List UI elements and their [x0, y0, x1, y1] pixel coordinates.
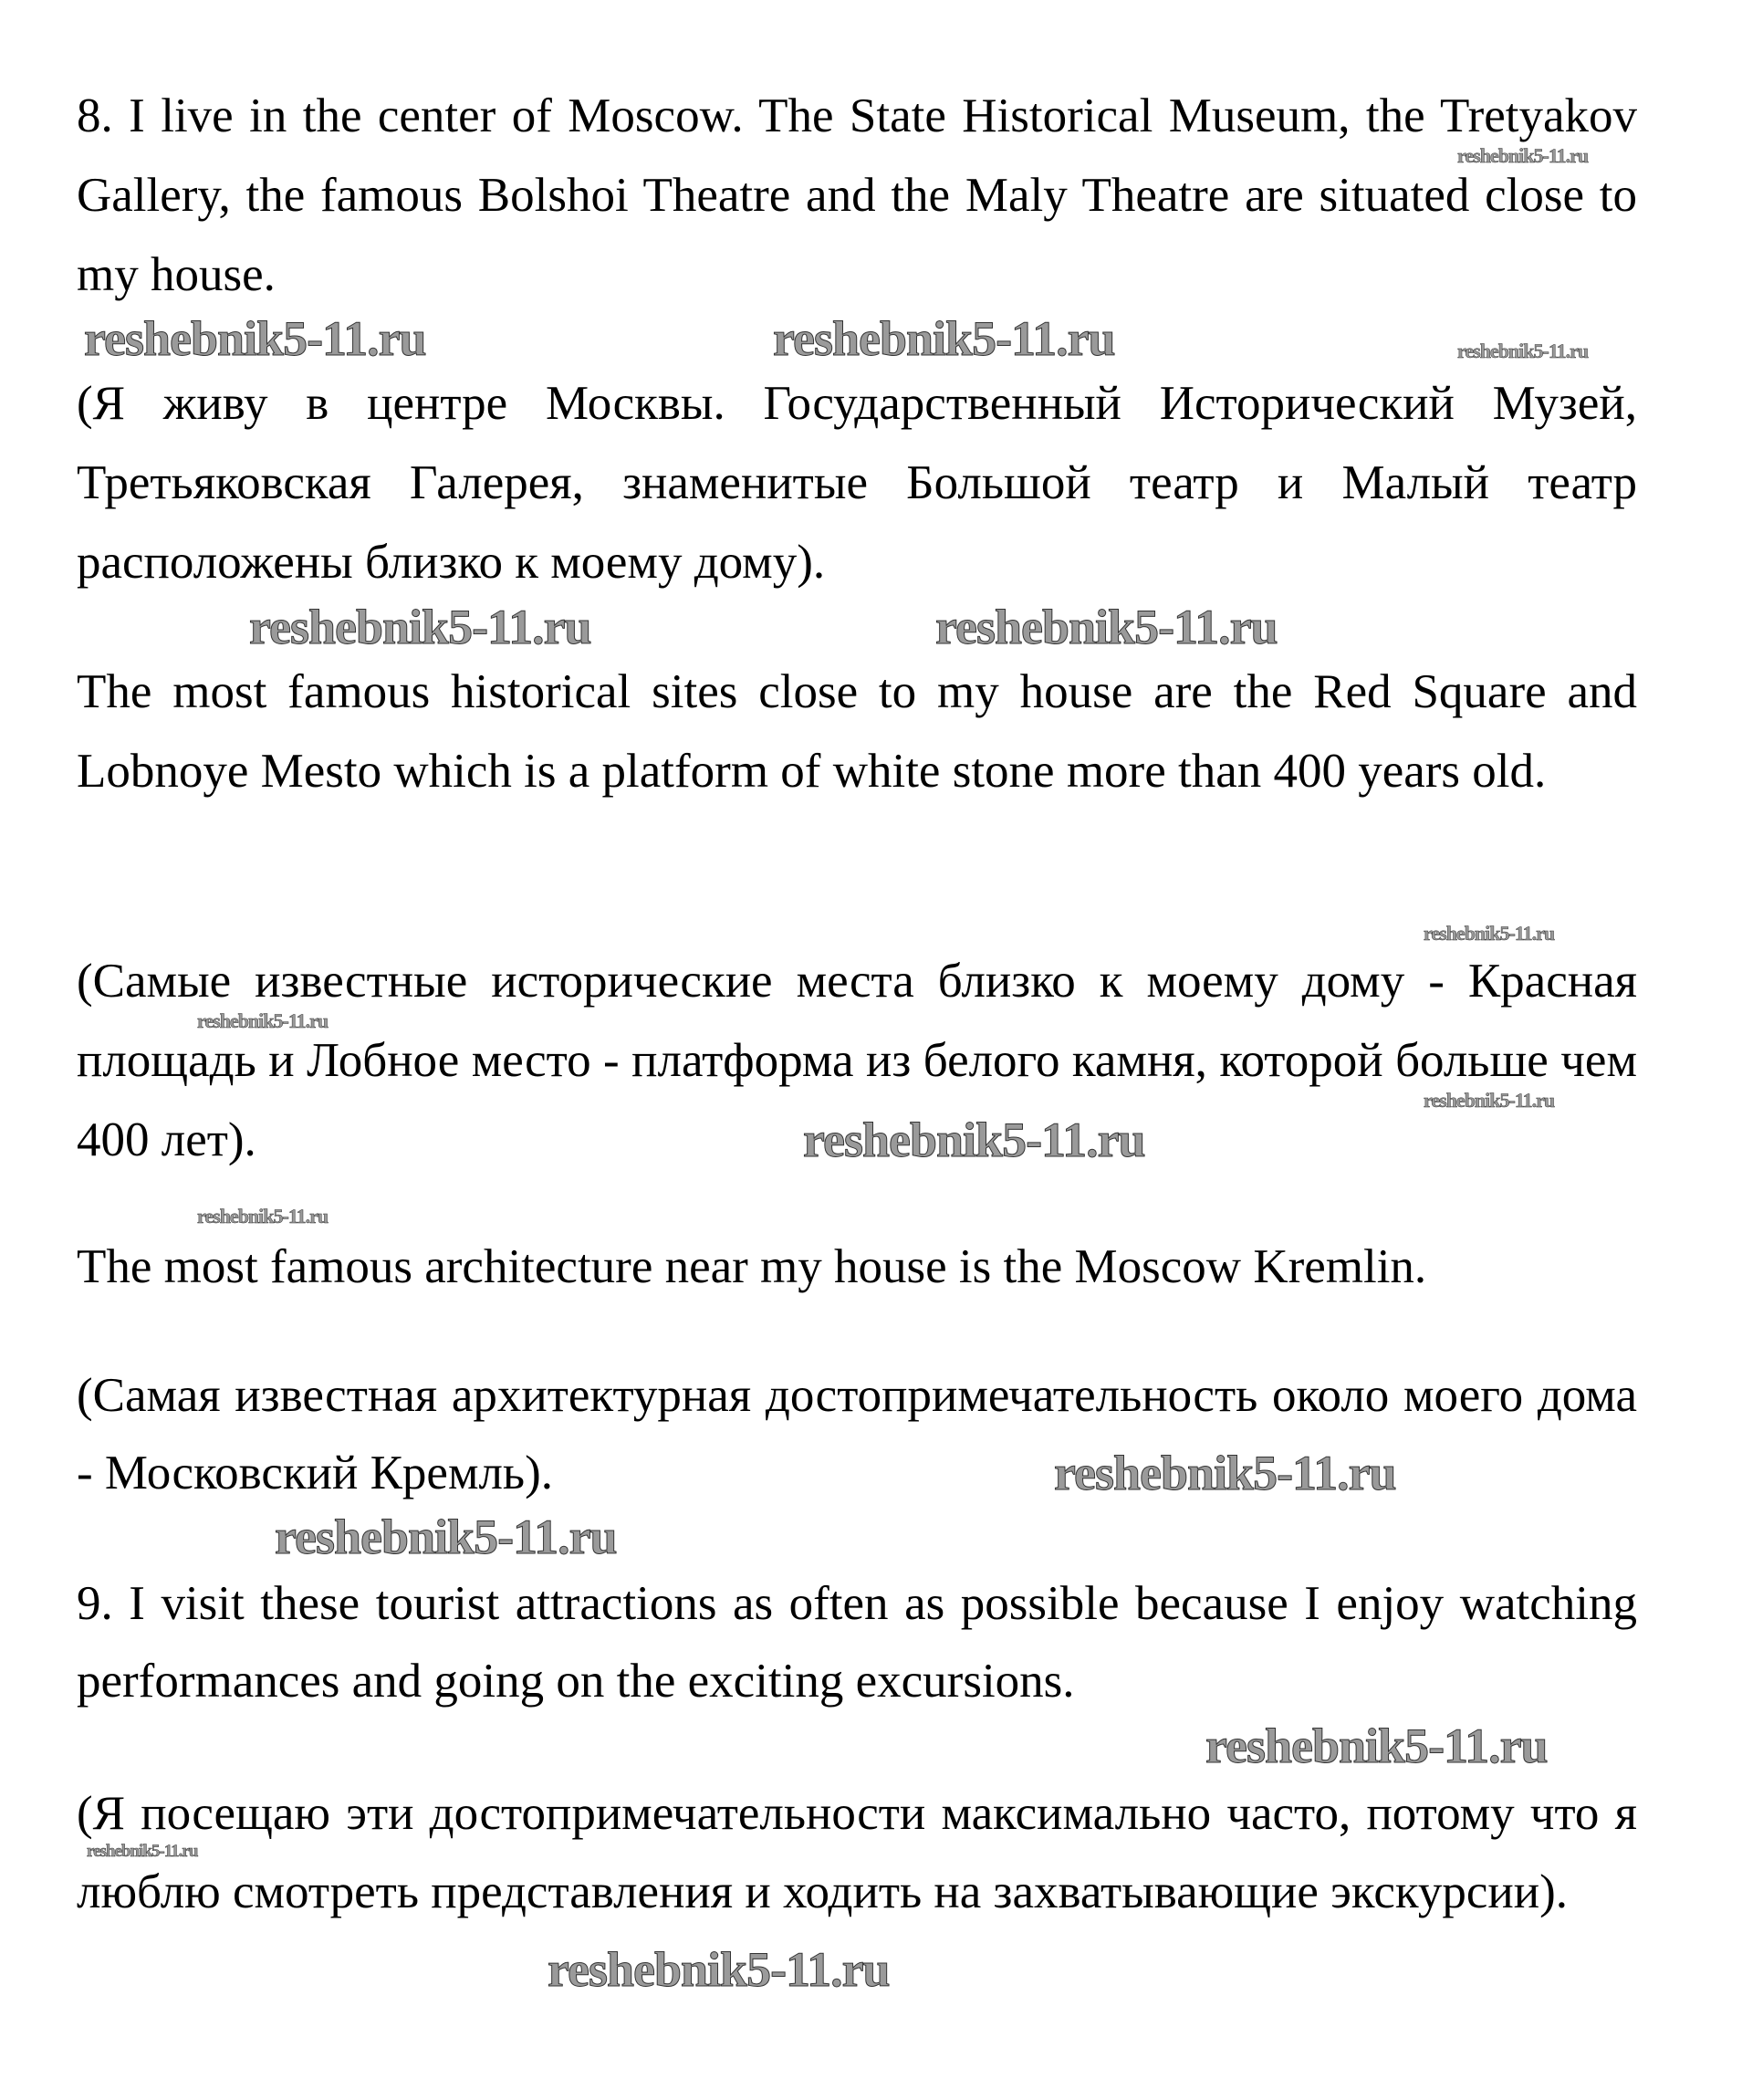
watermark: reshebnik5-11.ru	[935, 600, 1278, 654]
paragraph-sites-russian: (Самые известные исторические места близко к моему дому - Красная площадь и Лобное место - платформа из белого камня, которой больше чем 400 лет).	[77, 955, 1637, 1166]
paragraph-9-english: 9. I visit these tourist attractions as often as possible because I enjoy watching performances and going on the exciting excursions.	[77, 1577, 1637, 1708]
watermark: reshebnik5-11.ru	[197, 1205, 329, 1228]
watermark: reshebnik5-11.ru	[84, 311, 426, 366]
paragraph-9-russian: (Я посещаю эти достопримечательности максимально часто, потому что я люблю смотреть представления и ходить на захватывающие экскурсии).	[77, 1787, 1637, 1918]
watermark: reshebnik5-11.ru	[548, 1942, 890, 1997]
watermark: reshebnik5-11.ru	[803, 1113, 1145, 1167]
watermark: reshebnik5-11.ru	[197, 1009, 329, 1032]
watermark: reshebnik5-11.ru	[1205, 1719, 1548, 1773]
watermark: reshebnik5-11.ru	[1424, 922, 1555, 945]
watermark: reshebnik5-11.ru	[87, 1842, 198, 1861]
watermark: reshebnik5-11.ru	[249, 600, 591, 654]
watermark: reshebnik5-11.ru	[275, 1510, 617, 1564]
watermark: reshebnik5-11.ru	[1054, 1446, 1396, 1500]
paragraph-sites-english: The most famous historical sites close to my house are the Red Square and Lobnoye Mesto which is a platform of white stone more than 400 years old.	[77, 665, 1637, 798]
watermark: reshebnik5-11.ru	[773, 311, 1115, 366]
paragraph-kremlin-english: The most famous architecture near my house is the Moscow Kremlin.	[77, 1240, 1427, 1293]
watermark: reshebnik5-11.ru	[1457, 340, 1589, 362]
watermark: reshebnik5-11.ru	[1424, 1089, 1555, 1112]
paragraph-kremlin-russian: (Самая известная архитектурная достопримечательность около моего дома - Московский Кремль).	[77, 1369, 1637, 1499]
paragraph-8-russian: (Я живу в центре Москвы. Государственный Исторический Музей, Третьяковская Галерея, знаменитые Большой театр и Малый театр расположены близко к моему дому).	[77, 377, 1637, 589]
watermark: reshebnik5-11.ru	[1457, 144, 1589, 167]
paragraph-8-english: 8. I live in the center of Moscow. The State Historical Museum, the Tretyakov Gallery, the famous Bolshoi Theatre and the Maly Theatre are situated close to my house.	[77, 89, 1637, 301]
